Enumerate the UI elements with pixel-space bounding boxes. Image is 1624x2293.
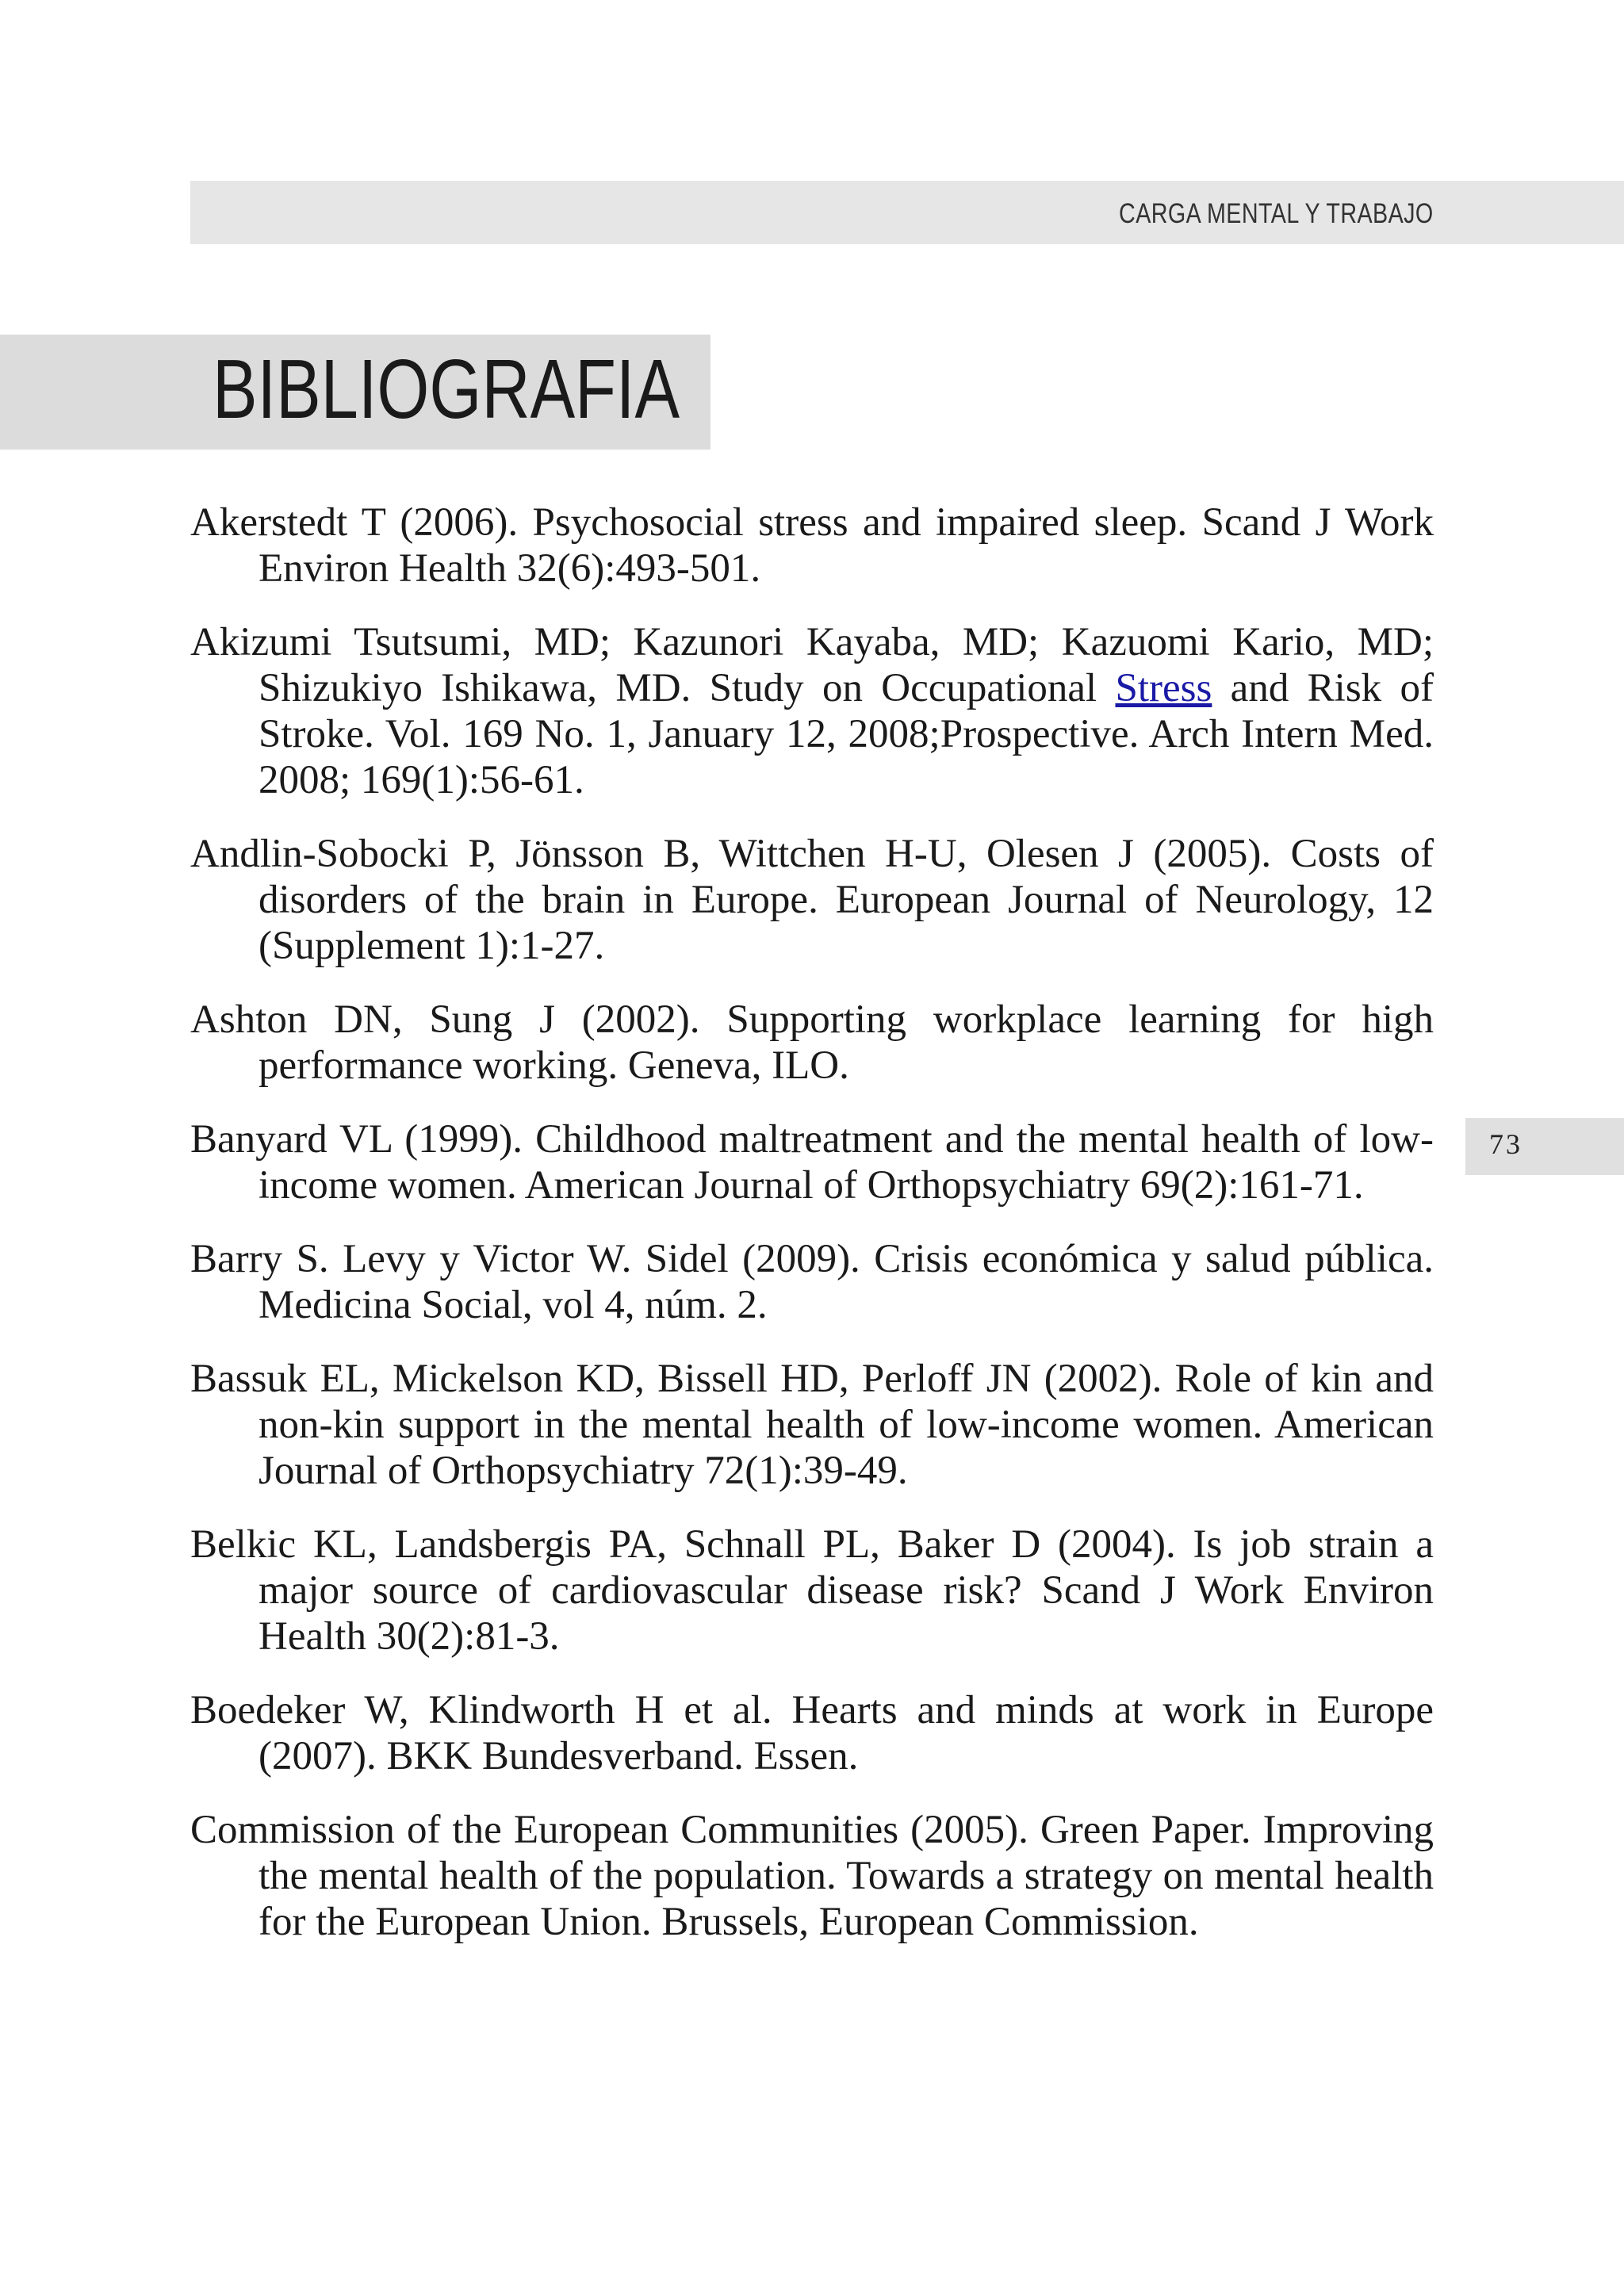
stress-link[interactable]: Stress [1115,666,1212,710]
bibliography-entry-tsutsumi [190,619,1434,803]
entry-text-before-link: Akizumi Tsutsumi, MD; Kazunori Kayaba, MD; Kazuomi Kario, MD; Shizukiyo Ishikawa, MD. Study on Occupational [190,620,1434,710]
bibliography-entry-banyard: Banyard VL (1999). Childhood maltreatment and the mental health of low-income women. American Journal of Orthopsychiatry 69(2):161-71. [190,1117,1434,1208]
bibliography-entry-andlin-sobocki: Andlin-Sobocki P, Jönsson B, Wittchen H-U, Olesen J (2005). Costs of disorders of the brain in Europe. European Journal of Neurology, 12 (Supplement 1):1-27. [190,832,1434,968]
section-title: BIBLIOGRAFIA [213,343,680,436]
bibliography-entry-commission: Commission of the European Communities (2005). Green Paper. Improving the mental health of the population. Towards a strategy on mental health for the European Union. Brussels, European Commission. [190,1808,1434,1944]
page-number: 73 [1489,1128,1522,1160]
bibliography-entry-akerstedt: Akerstedt T (2006). Psychosocial stress and impaired sleep. Scand J Work Environ Health 32(6):493-501. [190,500,1434,591]
bibliography-entry-bassuk: Bassuk EL, Mickelson KD, Bissell HD, Perloff JN (2002). Role of kin and non-kin support in the mental health of low-income women. American Journal of Orthopsychiatry 72(1):39-49. [190,1357,1434,1493]
bibliography-entry-boedeker: Boedeker W, Klindworth H et al. Hearts and minds at work in Europe (2007). BKK Bundesverband. Essen. [190,1688,1434,1778]
entry-text-after-link: and Risk of Stroke. Vol. 169 No. 1, January 12, 2008;Prospective. Arch Intern Med. 2008; 169(1):56-61. [259,666,1434,802]
bibliography-entry-levy-sidel: Barry S. Levy y Victor W. Sidel (2009). Crisis económica y salud pública. Medicina Social, vol 4, núm. 2. [190,1237,1434,1327]
bibliography-entry-belkic: Belkic KL, Landsbergis PA, Schnall PL, Baker D (2004). Is job strain a major source of cardiovascular disease risk? Scand J Work Environ Health 30(2):81-3. [190,1522,1434,1659]
bibliography-list [190,500,1434,1973]
bibliography-entry-ashton: Ashton DN, Sung J (2002). Supporting workplace learning for high performance working. Geneva, ILO. [190,997,1434,1088]
running-header-title: CARGA MENTAL Y TRABAJO [1119,198,1434,229]
